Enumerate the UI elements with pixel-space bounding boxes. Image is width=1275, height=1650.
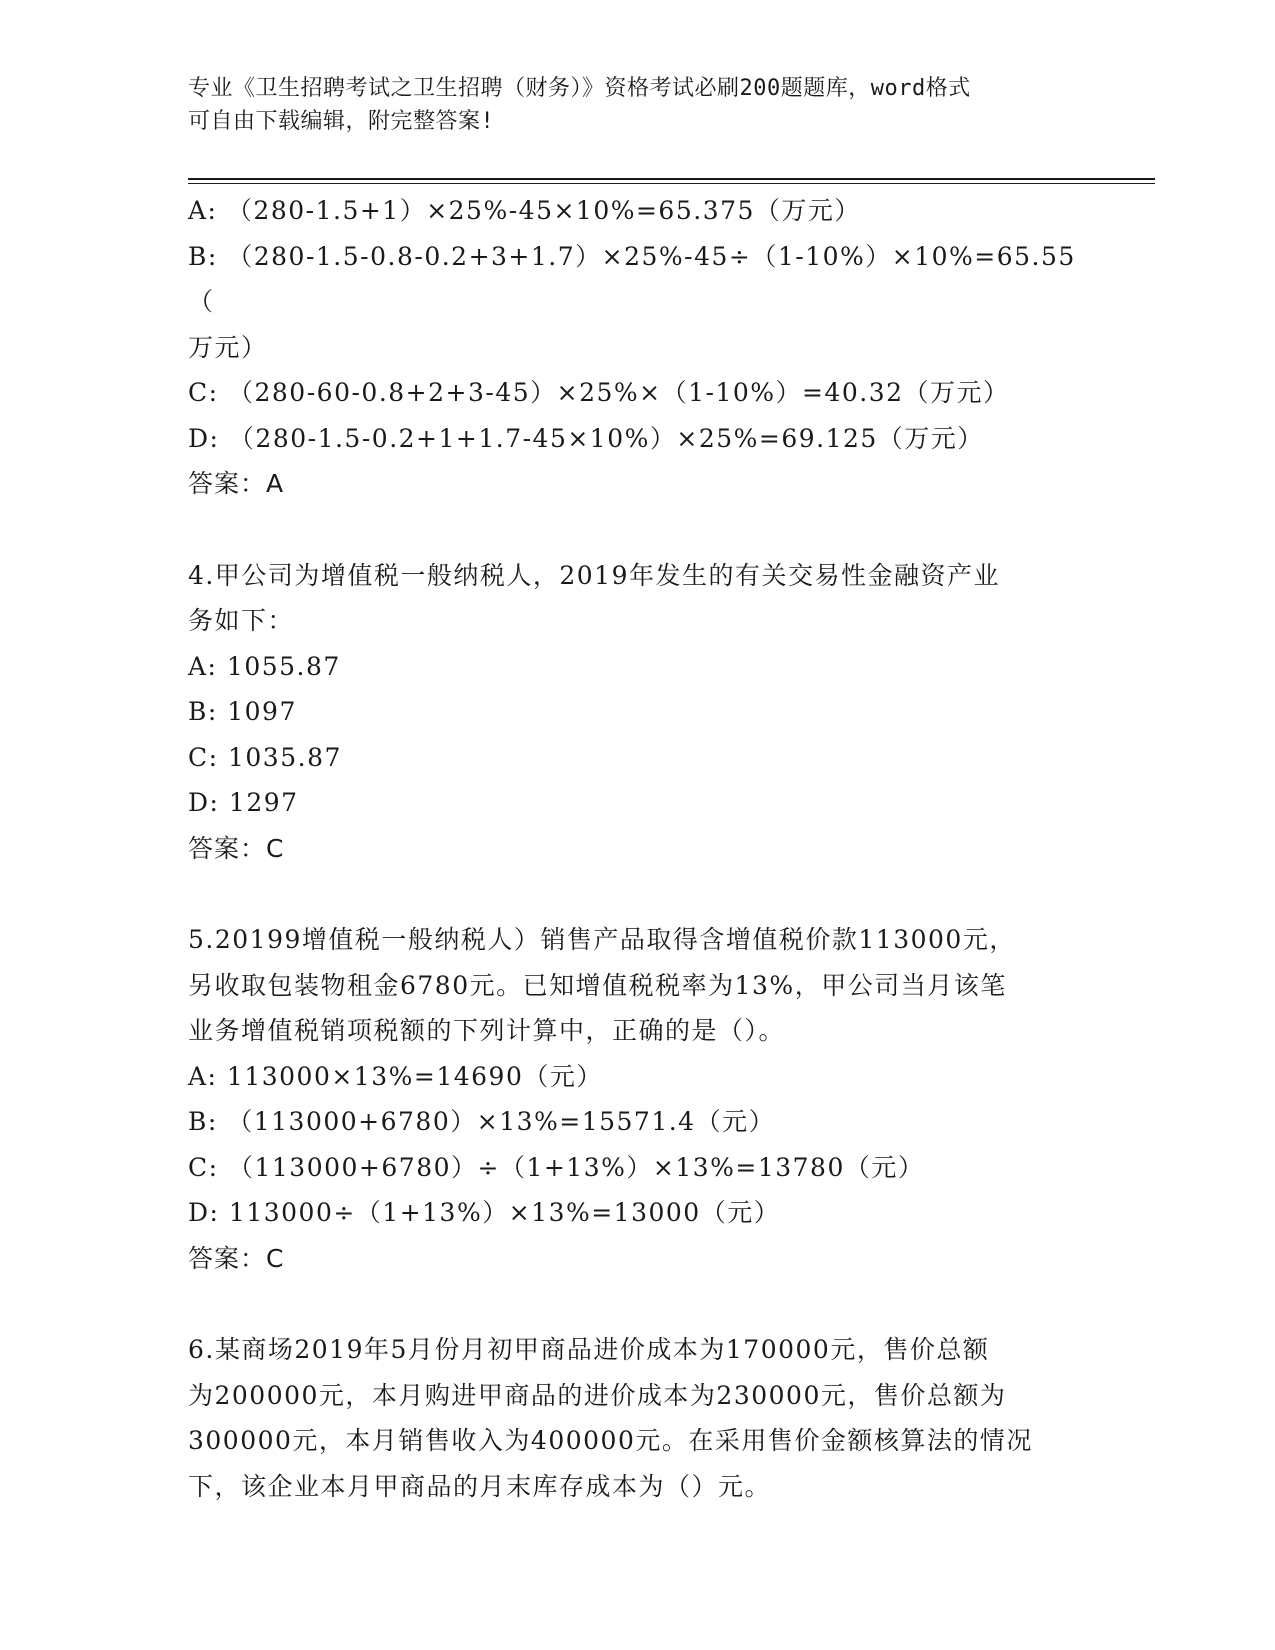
question-stem-line-3: 业务增值税销项税额的下列计算中，正确的是（）。 xyxy=(188,1016,786,1045)
spacer xyxy=(188,507,1088,553)
header-title-line-2: 可自由下载编辑，附完整答案! xyxy=(188,109,495,134)
question-stem-line-1: 4.甲公司为增值税一般纳税人，2019年发生的有关交易性金融资产业 xyxy=(188,560,1000,590)
document-body xyxy=(188,188,1088,1509)
option-b-line-2: 万元） xyxy=(188,332,268,362)
option-d: D: （280-1.5-0.2+1+1.7-45×10%）×25%=69.125（万元） xyxy=(188,423,984,453)
option-c: C: 1035.87 xyxy=(188,742,342,772)
question-stem-line-2: 务如下： xyxy=(188,606,295,635)
option-b-line-1: B: （280-1.5-0.8-0.2+3+1.7）×25%-45÷（1-10%）×10%=65.55（ xyxy=(188,241,1076,316)
option-b: B: （113000+6780）×13%=15571.4（元） xyxy=(188,1107,776,1136)
spacer xyxy=(188,1281,1088,1327)
header-divider-thick xyxy=(188,178,1155,180)
header-divider-thin xyxy=(188,183,1155,184)
option-b: B: 1097 xyxy=(188,697,297,726)
option-d: D: 1297 xyxy=(188,788,299,817)
option-c: C: （280-60-0.8+2+3-45）×25%×（1-10%）=40.32（万元） xyxy=(188,378,1010,407)
question-stem-line-3: 300000元，本月销售收入为400000元。在采用售价金额核算法的情况 xyxy=(188,1426,1033,1455)
question-6 xyxy=(188,1327,1088,1509)
question-stem-line-2: 另收取包装物租金6780元。已知增值税税率为13%，甲公司当月该笔 xyxy=(188,970,1007,1000)
question-stem-line-2: 为200000元，本月购进甲商品的进价成本为230000元，售价总额为 xyxy=(188,1380,1007,1410)
option-a: A: 113000×13%=14690（元） xyxy=(188,1061,603,1091)
answer-label: 答案：C xyxy=(188,833,285,863)
question-stem-line-4: 下，该企业本月甲商品的月末库存成本为（）元。 xyxy=(188,1471,772,1501)
question-5 xyxy=(188,917,1088,1281)
option-d: D: 113000÷（1+13%）×13%=13000（元） xyxy=(188,1198,781,1227)
header-title-line-1: 专业《卫生招聘考试之卫生招聘（财务）》资格考试必刷200题题库，word格式 xyxy=(188,76,971,101)
question-3-options xyxy=(188,188,1088,507)
answer-label: 答案：C xyxy=(188,1243,285,1273)
question-stem-line-1: 6.某商场2019年5月份月初甲商品进价成本为170000元，售价总额 xyxy=(188,1335,990,1364)
spacer xyxy=(188,871,1088,917)
option-c: C: （113000+6780）÷（1+13%）×13%=13780（元） xyxy=(188,1152,925,1182)
question-stem-line-1: 5.20199增值税一般纳税人）销售产品取得含增值税价款113000元， xyxy=(188,925,1016,954)
answer-label: 答案：A xyxy=(188,469,285,498)
option-a: A: （280-1.5+1）×25%-45×10%=65.375（万元） xyxy=(188,196,861,225)
question-4 xyxy=(188,553,1088,872)
option-a: A: 1055.87 xyxy=(188,651,341,681)
document-header xyxy=(188,72,1068,138)
